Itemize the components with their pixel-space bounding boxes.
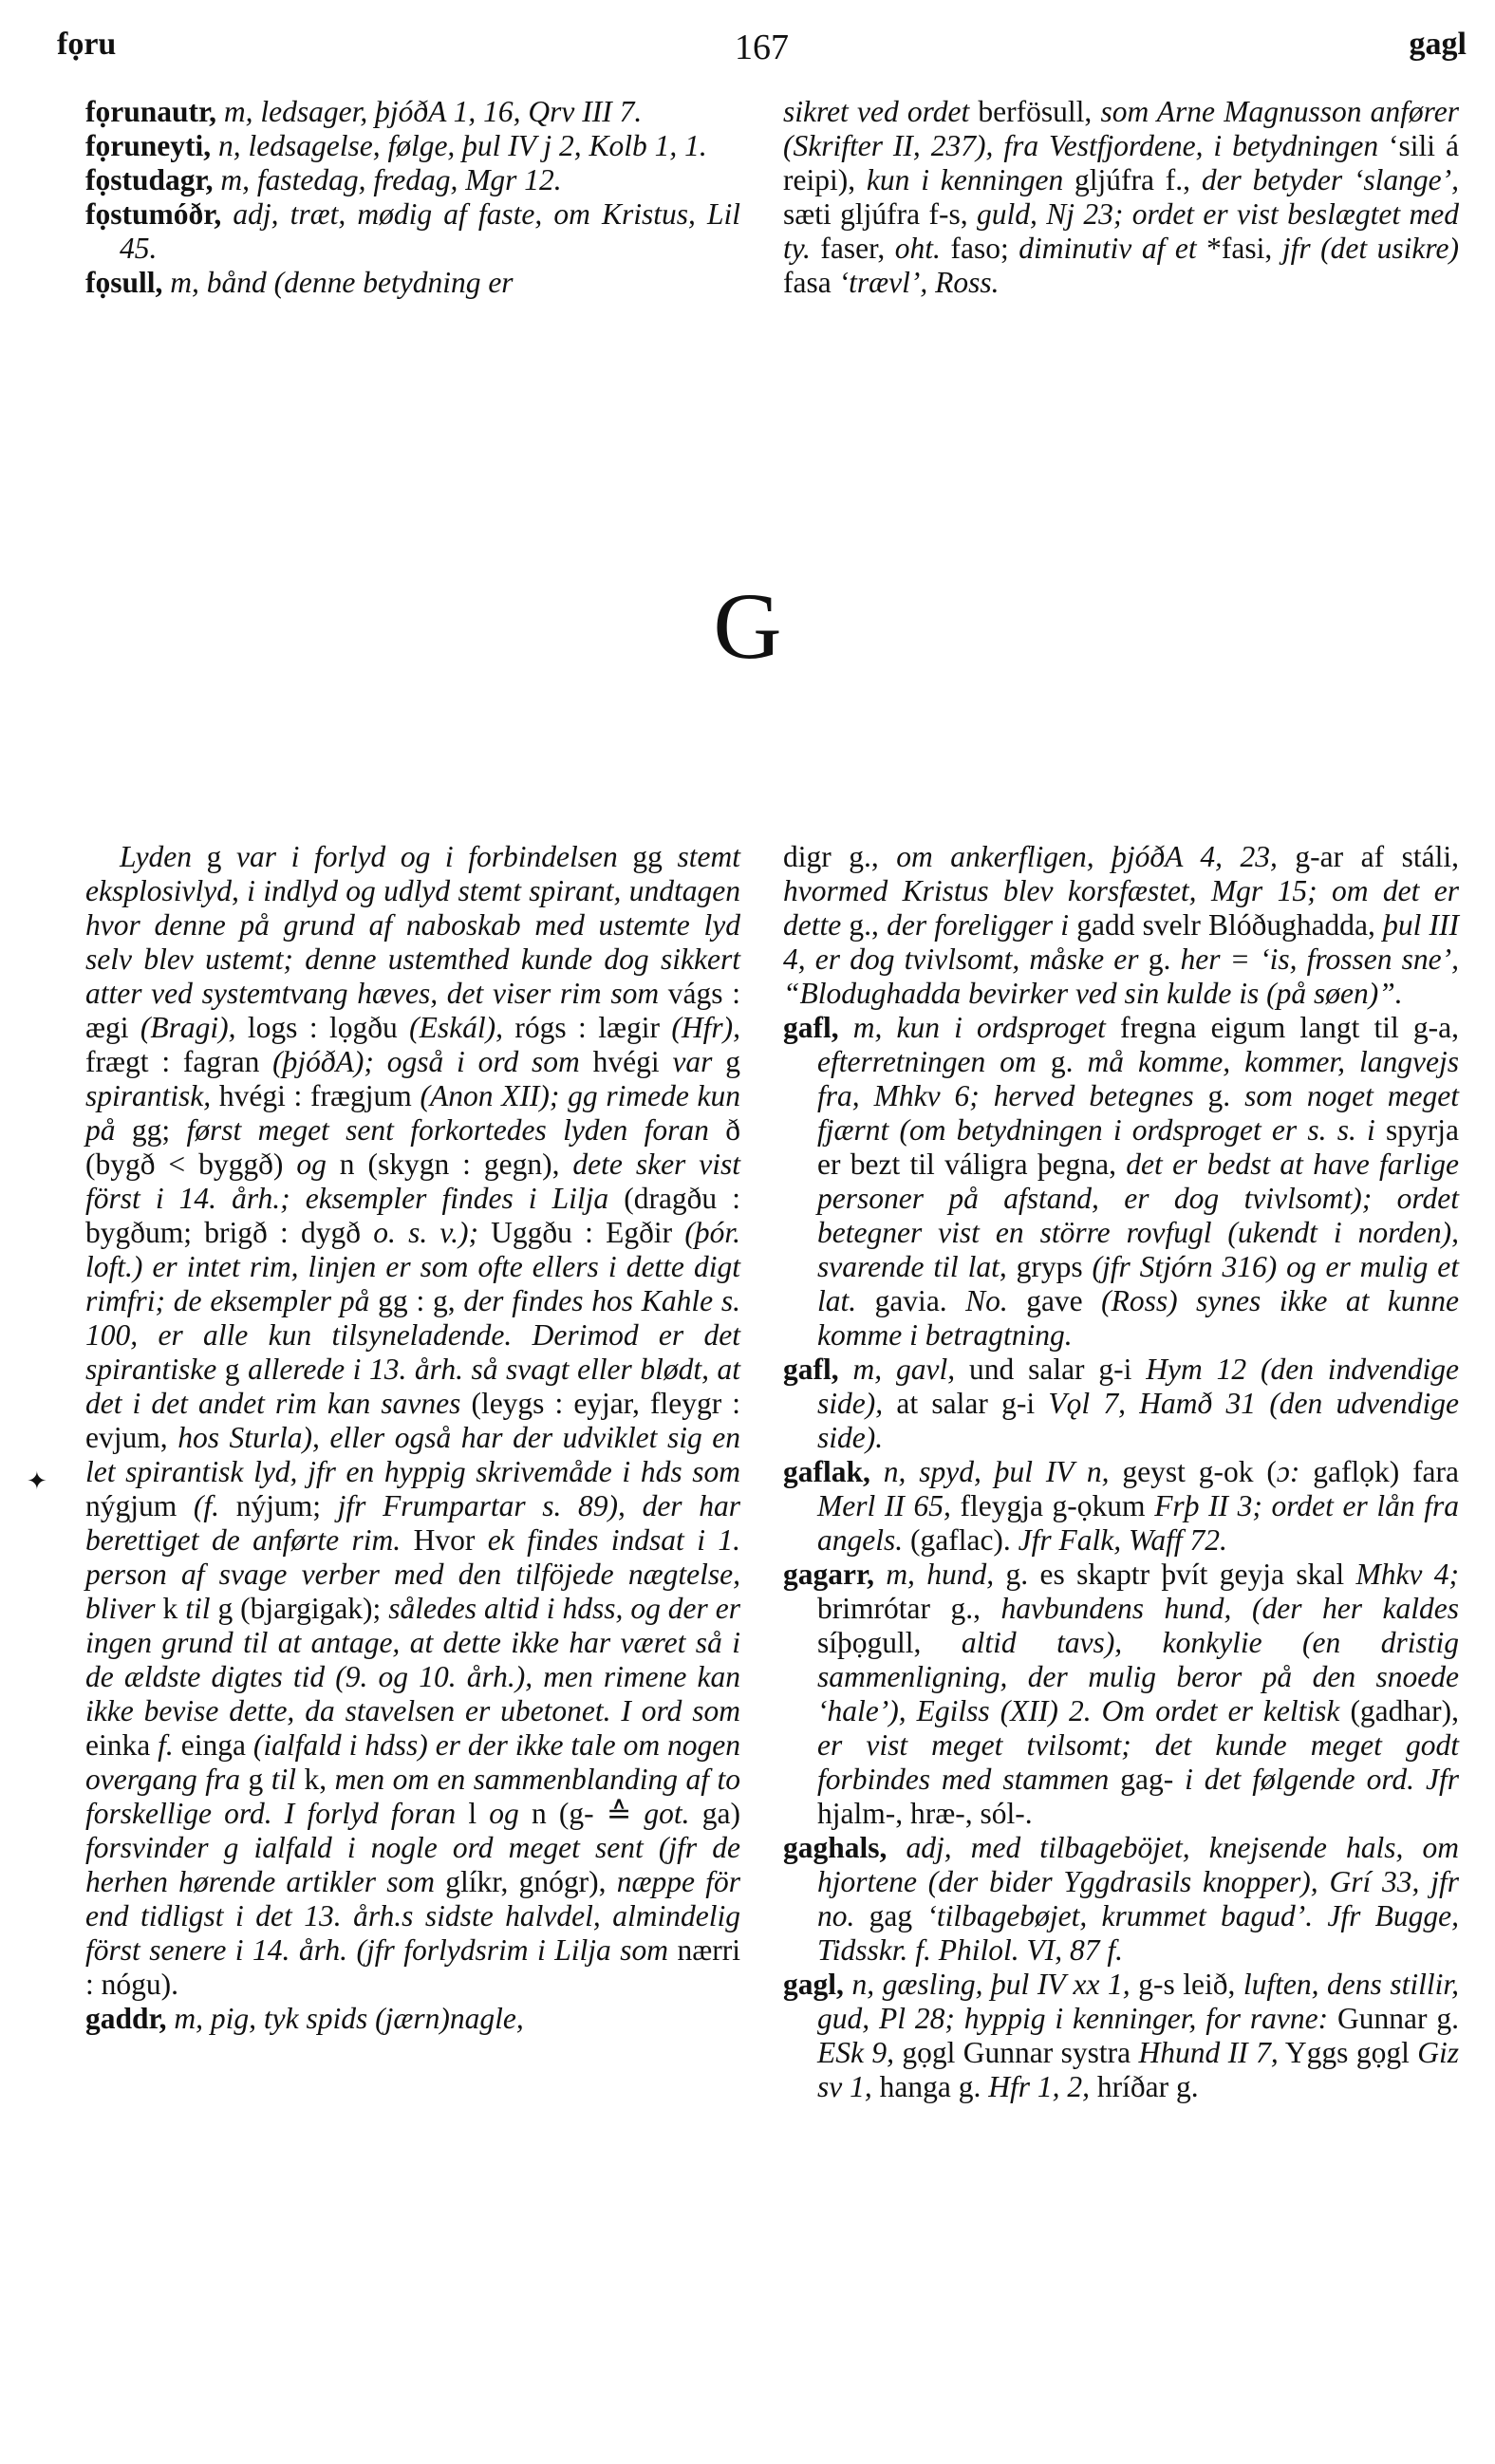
column-bottom-left: Lyden g var i forlyd og i forbindelsen gg stemt eksplosivlyd, i indlyd og udlyd stemt spirant, undtagen hvor denne på grund af naboskab med ustemte lyd selv blev ustemt; denne ustemthed kunde dog sikkert atter ved systemtvang hæves, det viser rim som vágs : ægi (Bragi), logs : lọgðu (Eskál), rógs : lægir (Hfr), frægt : fagran (þjóðA); også i ord som hvégi var g spirantisk, hvégi : frægjum (Anon XII); gg rimede kun på gg; først meget sent forkortedes lyden foran ð (bygð < byggð) og n (skygn : gegn), dete sker vist först i 14. årh.; eksempler findes i Lilja (dragðu : bygðum; brigð : dygð o. s. v.); Uggðu : Egðir (þór. loft.) er intet rim, linjen er som ofte ellers i dette digt rimfri; de eksempler på gg : g, der findes hos Kahle s. 100, er alle kun tilsyneladende. Derimod er det spirantiske g allerede i 13. årh. så svagt eller blødt, at det i det andet rim kan savnes (leygs : eyjar, fleygr : evjum, hos Sturla), eller også har der udviklet sig en let spirantisk lyd, jfr en hyppig skrivemåde i hds som nýgjum (f. nýjum; jfr Frumpartar s. 89), der har berettiget de anførte rim. Hvor ek findes indsat i 1. person af svage verber med den tilföjede nægtelse, bliver k til g (bjargigak); således altid i hdss, og der er ingen grund til at antage, at dette ikke har været så i de ældste digtes tid (9. og 10. årh.), men rimene kan ikke bevise dette, da stavelsen er ubetonet. I ord som einka f. einga (ialfald i hdss) er der ikke tale om nogen overgang fra g til k, men om en sammenblanding af to forskellige ord. I forlyd foran l og n (g- ≙ got. ga) forsvinder g ialfald i nogle ord meget sent (jfr de herhen hørende artikler som glíkr, gnógr), næppe för end tidligst i det 13. årh.s sidste halvdel, almindelig först senere i 14. årh. (jfr forlydsrim i Lilja som nærri : nógu). gaddr, m, pig, tyk spids (jærn)nagle, — [85, 840, 741, 2035]
running-head — [57, 27, 1467, 74]
column-top-left: fọrunautr, m, ledsager, þjóðA 1, 16, Qrv III 7. fọruneyti, n, ledsagelse, følge, þul IV j 2, Kolb 1, 1. fọstudagr, m, fastedag, fredag, Mgr 12. fọstumóðr, adj, træt, mødig af faste, om Kristus, Lil 45. fọsull, m, bånd (denne betydning er — [85, 95, 740, 299]
margin-mark: ✦ — [27, 1467, 47, 1495]
section-letter: G — [713, 573, 782, 679]
column-bottom-right: digr g., om ankerfligen, þjóðA 4, 23, g-ar af stáli, hvormed Kristus blev korsfæstet, Mgr 15; om det er dette g., der foreligger i gadd svelr Blóðughadda, þul III 4, er dog tvivlsomt, måske er g. her = ‘is, frossen sne’, “Blodughadda bevirker ved sin kulde is (på søen)”. gafl, m, kun i ordsproget fregna eigum langt til g-a, efterretningen om g. må komme, kommer, langvejs fra, Mhkv 6; herved betegnes g. som noget meget fjærnt (om betydningen i ordsproget er s. s. i spyrja er bezt til váligra þegna, det er bedst at have farlige personer på afstand, er dog tvivlsomt); ordet betegner vist en större rovfugl (ukendt i norden), svarende til lat, gryps (jfr Stjórn 316) og er mulig et lat. gavia. No. gave (Ross) synes ikke at kunne komme i betragtning. gafl, m, gavl, und salar g-i Hym 12 (den indvendige side), at salar g-i Vǫl 7, Hamð 31 (den udvendige side). gaflak, n, spyd, þul IV n, geyst g-ok (ɔ: gaflọk) fara Merl II 65, fleygja g-ọkum Frþ II 3; ordet er lån fra angels. (gaflac). Jfr Falk, Waff 72. gagarr, m, hund, g. es skaptr þvít geyja skal Mhkv 4; brimrótar g., havbundens hund, (der her kaldes síþọgull, altid tavs), konkylie (en dristig sammenligning, der mulig beror på den snoede ‘hale’), Egilss (XII) 2. Om ordet er keltisk (gadhar), er vist meget tvilsomt; det kunde meget godt forbindes med stammen gag- i det følgende ord. Jfr hjalm-, hræ-, sól-. gaghals, adj, med tilbageböjet, knejsende hals, om hjortene (der bider Yggdrasils knopper), Grí 33, jfr no. gag ‘tilbagebøjet, krummet bagud’. Jfr Bugge, Tidsskr. f. Philol. VI, 87 f. gagl, n, gæsling, þul IV xx 1, g-s leið, luften, dens stillir, gud, Pl 28; hyppig i kenninger, for ravne: Gunnar g. ESk 9, gọgl Gunnar systra Hhund II 7, Yggs gọgl Giz sv 1, hanga g. Hfr 1, 2, hríðar g. — [783, 840, 1460, 2103]
column-top-right: sikret ved ordet berfösull, som Arne Magnusson anfører (Skrifter II, 237), fra Vestfjordene, i betydningen ‘sili á reipi), kun i kenningen gljúfra f., der betyder ‘slange’, sæti gljúfra f-s, guld, Nj 23; ordet er vist beslægtet med ty. faser, oht. faso; diminutiv af et *fasi, jfr (det usikre) fasa ‘trævl’, Ross. — [783, 95, 1459, 299]
header-left-word: fọru — [57, 27, 117, 62]
header-right-word: gagl — [1409, 27, 1467, 62]
page-number: 167 — [735, 28, 789, 67]
